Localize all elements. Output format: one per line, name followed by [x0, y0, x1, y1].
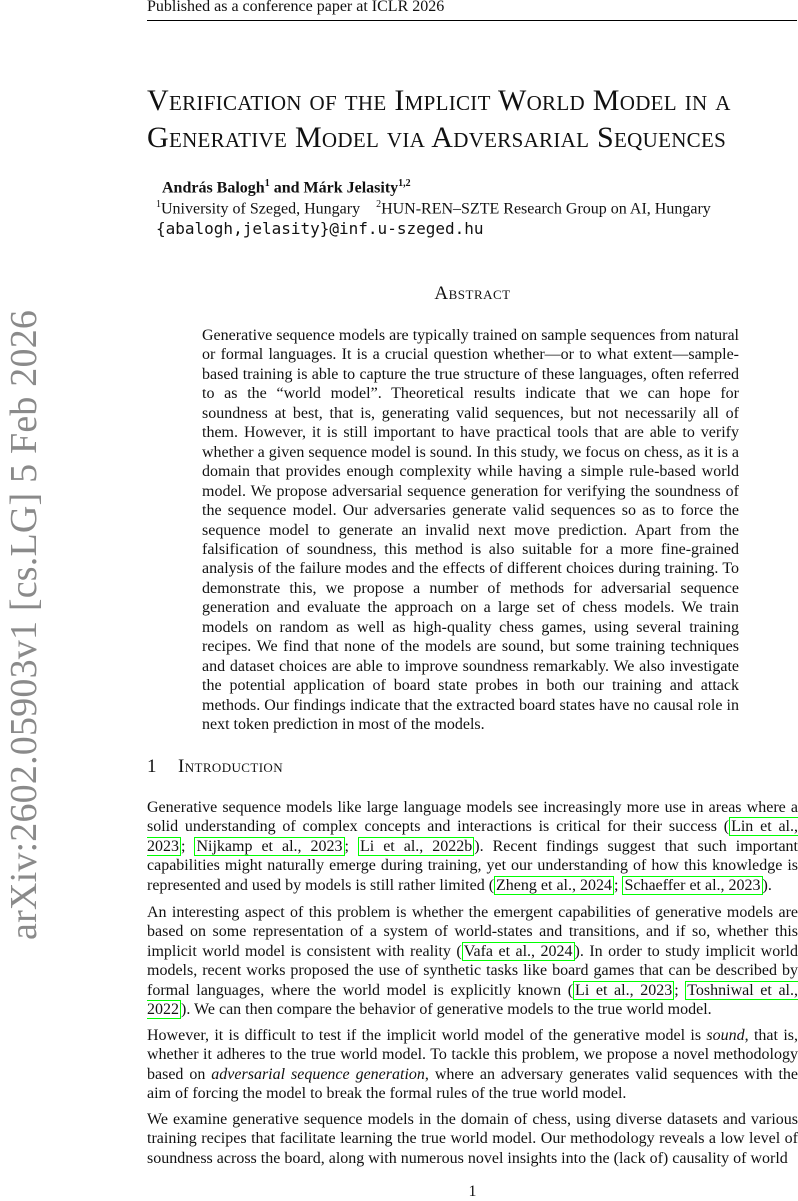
emphasis-text: adversarial sequence generation — [211, 1065, 425, 1083]
running-header: Published as a conference paper at ICLR 2026 — [147, 0, 445, 15]
affil-mark: 1 — [156, 199, 161, 210]
intro-paragraph-1 — [147, 798, 798, 895]
citation-separator: ; — [181, 837, 195, 855]
intro-paragraph-3 — [147, 1026, 798, 1104]
paragraph-text: ). Recent findings suggest that such important capabilities might naturally emerge during training, yet our understanding of how this knowledge is represented and used by models is still rather limited ( — [147, 837, 798, 894]
paragraph-text: ). — [762, 876, 772, 894]
paragraph-text: , that is, whether it adheres to the true world model. To tackle this problem, we propose a novel methodology based on — [147, 1027, 798, 1083]
affil-mark: 2 — [376, 199, 382, 210]
author-affil-mark: 1 — [264, 178, 270, 189]
affiliation: HUN-REN–SZTE Research Group on AI, Hungary — [381, 200, 711, 218]
paragraph-text: An interesting aspect of this problem is whether the emergent capabilities of generative models are based on some representation of a system of world-states and transitions, and if so, whether this implicit world model is consistent with reality ( — [147, 904, 798, 960]
intro-paragraph-2 — [147, 903, 798, 1019]
paragraph-text: ). In order to study implicit world models, recent works proposed the use of synthetic tasks like board games that can be described by formal languages, where the world model is explicitly known ( — [147, 942, 798, 999]
author-line — [162, 178, 411, 197]
paragraph-text: , where an adversary generates valid sequences with the aim of forcing the model to break the formal rules of the true world model. — [147, 1065, 798, 1103]
intro-paragraph-4 — [147, 1110, 798, 1168]
citation-link[interactable]: Vafa et al., 2024 — [463, 942, 573, 960]
section-title: Introduction — [178, 756, 284, 777]
section-number: 1 — [147, 756, 157, 777]
author-name: András Balogh — [162, 179, 265, 197]
citation-link[interactable]: Li et al., 2022b — [359, 837, 473, 855]
author-affil-mark: 1,2 — [398, 178, 411, 189]
paragraph-text: Generative sequence models like large language models see increasingly more use in areas where a solid understanding of complex concepts and interactions is critical for their success ( — [147, 799, 798, 836]
arxiv-side-identifier: arXiv:2602.05903v1 [cs.LG] 5 Feb 2026 — [3, 309, 45, 940]
header-rule — [147, 20, 797, 21]
citation-link[interactable]: Nijkamp et al., 2023 — [196, 837, 343, 855]
citation-link[interactable]: Lin et al., 2023 — [147, 818, 798, 855]
paragraph-text: ). We can then compare the behavior of generative models to the true world model. — [181, 1001, 712, 1019]
citation-separator: ; — [674, 981, 686, 999]
paragraph-text: We examine generative sequence models in the domain of chess, using diverse datasets and various training recipes that facilitate learning the true world model. Our methodology reveals a low level of soundness across the board, along with numerous novel insights into the (lack of) causality of world — [147, 1111, 798, 1167]
paper-title: Verification of the Implicit World Model in a Generative Model via Adversarial Sequences — [147, 84, 731, 154]
page-number: 1 — [468, 1183, 477, 1200]
abstract-heading: Abstract — [434, 283, 511, 304]
section-heading — [147, 756, 283, 778]
author-conjunction: and — [269, 179, 304, 197]
citation-separator: ; — [614, 876, 623, 894]
citation-link[interactable]: Schaeffer et al., 2023 — [624, 876, 761, 894]
author-name: Márk Jelasity — [303, 179, 399, 197]
author-emails: {abalogh,jelasity}@inf.u-szeged.hu — [156, 219, 484, 238]
affiliation-line — [156, 199, 711, 218]
emphasis-text: sound — [706, 1027, 745, 1044]
abstract-text: Generative sequence models are typically trained on sample sequences from natural or formal languages. It is a crucial question whether—or to what extent—sample-based training is able to capture the true structure of these languages, often referred to as the “world model”. Theoretical results indicate that we can hope for soundness at best, that is, generating valid sequences, but not necessarily all of them. However, it is still important to have practical tools that are able to verify whether a given sequence model is sound. In this study, we focus on chess, as it is a domain that provides enough complexity while having a simple rule-based world model. We propose adversarial sequence generation for verifying the soundness of the sequence model. Our adversaries generate valid sequences so as to force the sequence model to generate an invalid next move prediction. Apart from the falsification of soundness, this method is also suitable for a more fine-grained analysis of the failure modes and the effects of different choices during training. To demonstrate this, we propose a number of methods for adversarial sequence generation and evaluate the approach on a large set of chess models. We train models on random as well as high-quality chess games, using several training recipes. We find that none of the models are sound, but some training techniques and dataset choices are able to improve soundness remarkably. We also investigate the potential application of board state probes in both our training and attack methods. Our findings indicate that the extracted board states have no causal role in next token prediction in most of the models. — [202, 327, 739, 734]
citation-link[interactable]: Li et al., 2023 — [575, 981, 673, 999]
citation-link[interactable]: Zheng et al., 2024 — [496, 876, 612, 894]
citation-link[interactable]: Toshniwal et al., 2022 — [147, 981, 798, 1019]
citation-separator: ; — [344, 837, 358, 855]
affiliation: University of Szeged, Hungary — [161, 200, 361, 218]
paragraph-text: However, it is difficult to test if the implicit world model of the generative model is — [147, 1027, 707, 1044]
